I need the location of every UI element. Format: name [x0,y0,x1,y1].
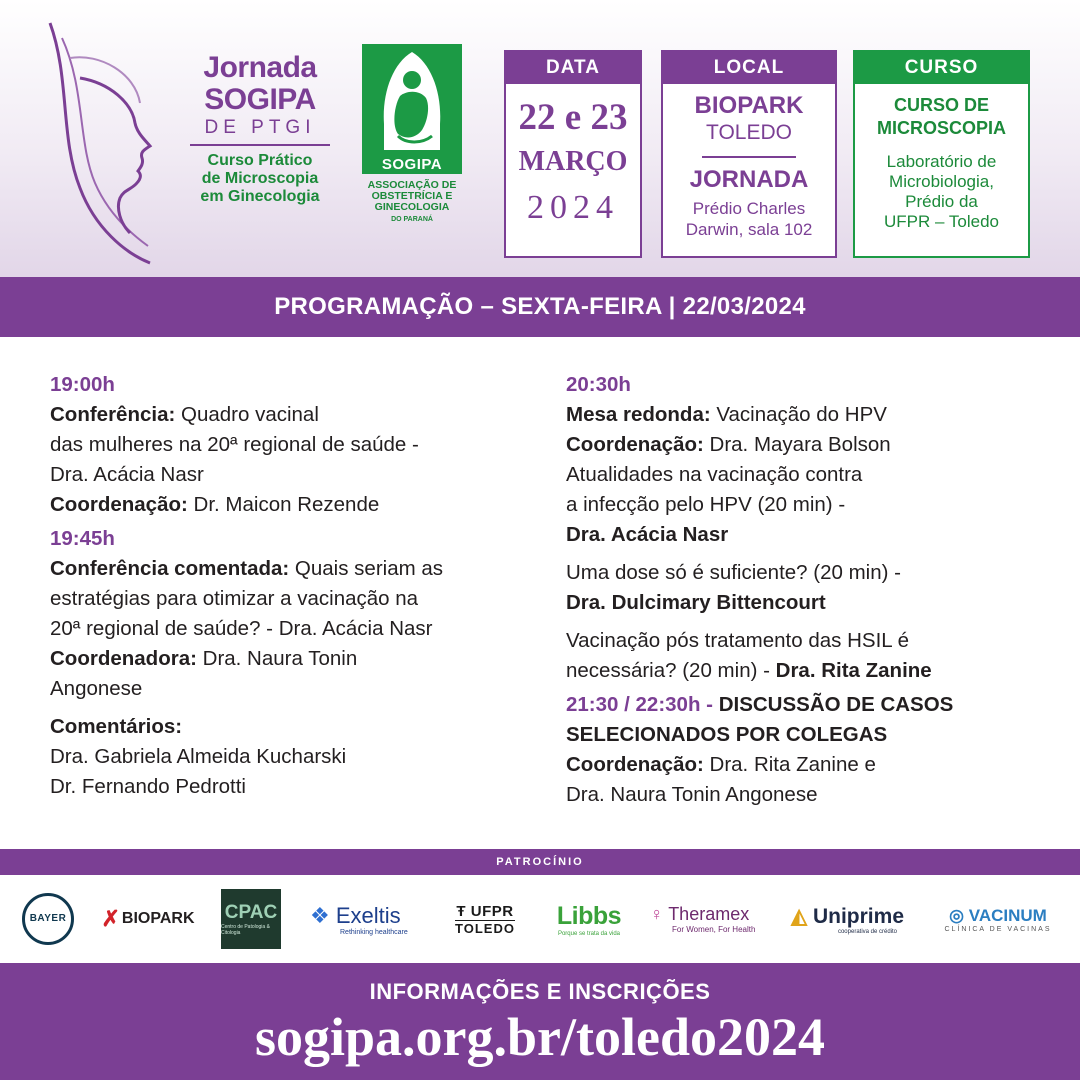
footer-url-link[interactable]: sogipa.org.br/toledo2024 [254,1007,825,1067]
speaker-name: Dra. Acácia Nasr [566,523,729,546]
sogipa-desc-line: ASSOCIAÇÃO DE [367,179,457,191]
session-label: Conferência: [50,403,176,426]
event-year: 2024 [527,189,619,226]
session-line: Angonese [50,677,143,700]
talk-line: Uma dose só é suficiente? (20 min) - [566,561,901,584]
event-days: 22 e 23 [518,97,628,138]
speaker-name: Dra. Dulcimary Bittencourt [566,591,826,614]
course-location-line: Prédio da [905,192,978,211]
session-label: Conferência comentada: [50,557,290,580]
location-box [661,50,837,258]
coord-label: Coordenação: [566,753,704,776]
mother-child-icon [362,44,462,174]
header [0,0,1080,277]
comments-label: Comentários: [50,715,183,738]
course-name [855,94,1028,140]
course-name-line: CURSO DE [893,95,989,115]
session-line [50,644,530,674]
brand-subtitle-3: em Ginecologia [200,188,320,205]
footer-info-label: INFORMAÇÕES E INSCRIÇÕES [369,979,711,1004]
session-line: 20ª regional de saúde? - Dra. Acácia Nasr [50,617,433,640]
session-title: DISCUSSÃO DE CASOS [713,693,954,716]
session-line [566,690,1056,720]
program-right-column [566,370,1056,810]
brand-subtitle-1: Curso Prático [207,152,313,169]
sogipa-description [362,180,462,213]
coord-label: Coordenação: [566,433,704,456]
sogipa-badge [362,44,462,174]
vacinum-logo: ◎ VACINUM CLÍNICA DE VACINAS [944,905,1052,933]
coord-name: Dr. Maicon Rezende [187,493,380,516]
date-box-title: DATA [506,52,640,84]
coord-label: Coordenação: [50,493,188,516]
theramex-figure-icon: ♀ [650,904,664,924]
sogipa-logo [362,44,462,229]
session-line: Dra. Acácia Nasr [50,463,204,486]
coord-name: Dra. Mayara Bolson [703,433,891,456]
course-location [855,152,1028,232]
date-box [504,50,642,258]
ufpr-t-icon: Ŧ [456,902,467,920]
uniprime-swoosh-icon: ◭ [790,904,808,928]
sponsors-strip [0,875,1080,963]
course-location-line: UFPR – Toledo [884,212,999,231]
event-month: MARÇO [518,146,628,177]
commentator-name: Dra. Gabriela Almeida Kucharski [50,745,347,768]
sogipa-desc-line: OBSTETRÍCIA E [371,190,453,202]
session-title: SELECIONADOS POR COLEGAS [566,723,888,746]
session-time: 21:30 / 22:30h - [566,693,713,716]
session-line [50,490,530,520]
sogipa-desc-line: DO PARANÁ [391,216,433,223]
course-location-line: Laboratório de [886,152,997,171]
coord-name: Dra. Naura Tonin [196,647,358,670]
uniprime-logo: ◭ Uniprime cooperativa de crédito [790,904,904,935]
session-text: Quais seriam as [289,557,444,580]
theramex-logo: ♀ Theramex For Women, For Health [650,904,756,934]
jornada-brand [186,52,334,206]
talk-line: Vacinação pós tratamento das HSIL é [566,629,910,652]
commentator-name: Dr. Fernando Pedrotti [50,775,246,798]
bayer-logo [22,889,74,949]
session-time: 19:45h [50,527,115,550]
session-line: estratégias para otimizar a vacinação na [50,587,419,610]
libbs-logo: Libbs Porque se trata da vida [556,901,622,937]
woman-profile-icon [40,18,170,268]
session-text: Vacinação do HPV [710,403,887,426]
location-box-title: LOCAL [663,52,835,84]
course-location-line: Microbiologia, [889,172,994,191]
session-line [50,712,530,742]
brand-title-ptgi: DE PTGI [190,116,330,146]
talk-line: necessária? (20 min) - Dra. Rita Zanine [566,659,932,682]
vacinum-v-icon: ◎ [949,905,965,925]
bayer-cross-icon: BAYER [22,893,74,945]
sogipa-name: SOGIPA [381,156,443,173]
biopark-x-icon: ✗ [101,906,120,931]
exeltis-leaf-icon: ❖ [310,902,330,928]
brand-subtitle-2: de Microscopia [201,170,319,187]
brand-title-jornada: Jornada [203,51,317,84]
coord-label: Coordenadora: [50,647,197,670]
location-city: TOLEDO [706,121,792,144]
session-line [50,554,530,584]
session-line [566,750,1056,780]
course-name-line: MICROSCOPIA [876,118,1006,138]
sponsors-title-bar: PATROCÍNIO [0,849,1080,875]
program-title-bar: PROGRAMAÇÃO – SEXTA-FEIRA | 22/03/2024 [0,277,1080,337]
sogipa-desc-line: GINECOLOGIA [374,201,450,213]
location-divider [702,156,796,158]
coord-name: Dra. Rita Zanine e [703,753,876,776]
biopark-logo: ✗ BIOPARK [101,906,195,931]
location-room-line: Darwin, sala 102 [685,220,813,239]
speaker-name: Dra. Rita Zanine [775,659,932,682]
session-time: 19:00h [50,373,115,396]
session-label: Mesa redonda: [566,403,711,426]
session-line [50,400,530,430]
session-text: Quadro vacinal [175,403,319,426]
session-line: das mulheres na 20ª regional de saúde - [50,433,419,456]
talk-line: a infecção pelo HPV (20 min) - [566,493,846,516]
coord-name: Dra. Naura Tonin Angonese [566,783,818,806]
session-line [566,430,1056,460]
program-left-column [50,370,530,802]
exeltis-logo: ❖ Exeltis Rethinking healthcare [310,902,408,936]
brand-title-sogipa: SOGIPA [204,83,316,116]
location-room-line: Prédio Charles [692,199,806,218]
session-line [566,720,1056,750]
course-box [853,50,1030,258]
location-event: JORNADA [689,166,809,193]
cpac-logo: CPAC Centro de Patologia & Citologia [221,889,281,949]
location-place: BIOPARK [694,92,804,119]
session-line [566,400,1056,430]
talk-line: Atualidades na vacinação contra [566,463,863,486]
location-room [663,198,835,240]
course-box-title: CURSO [855,52,1028,84]
ufpr-logo: Ŧ UFPR TOLEDO [455,902,515,936]
session-time: 20:30h [566,373,631,396]
footer [0,963,1080,1080]
